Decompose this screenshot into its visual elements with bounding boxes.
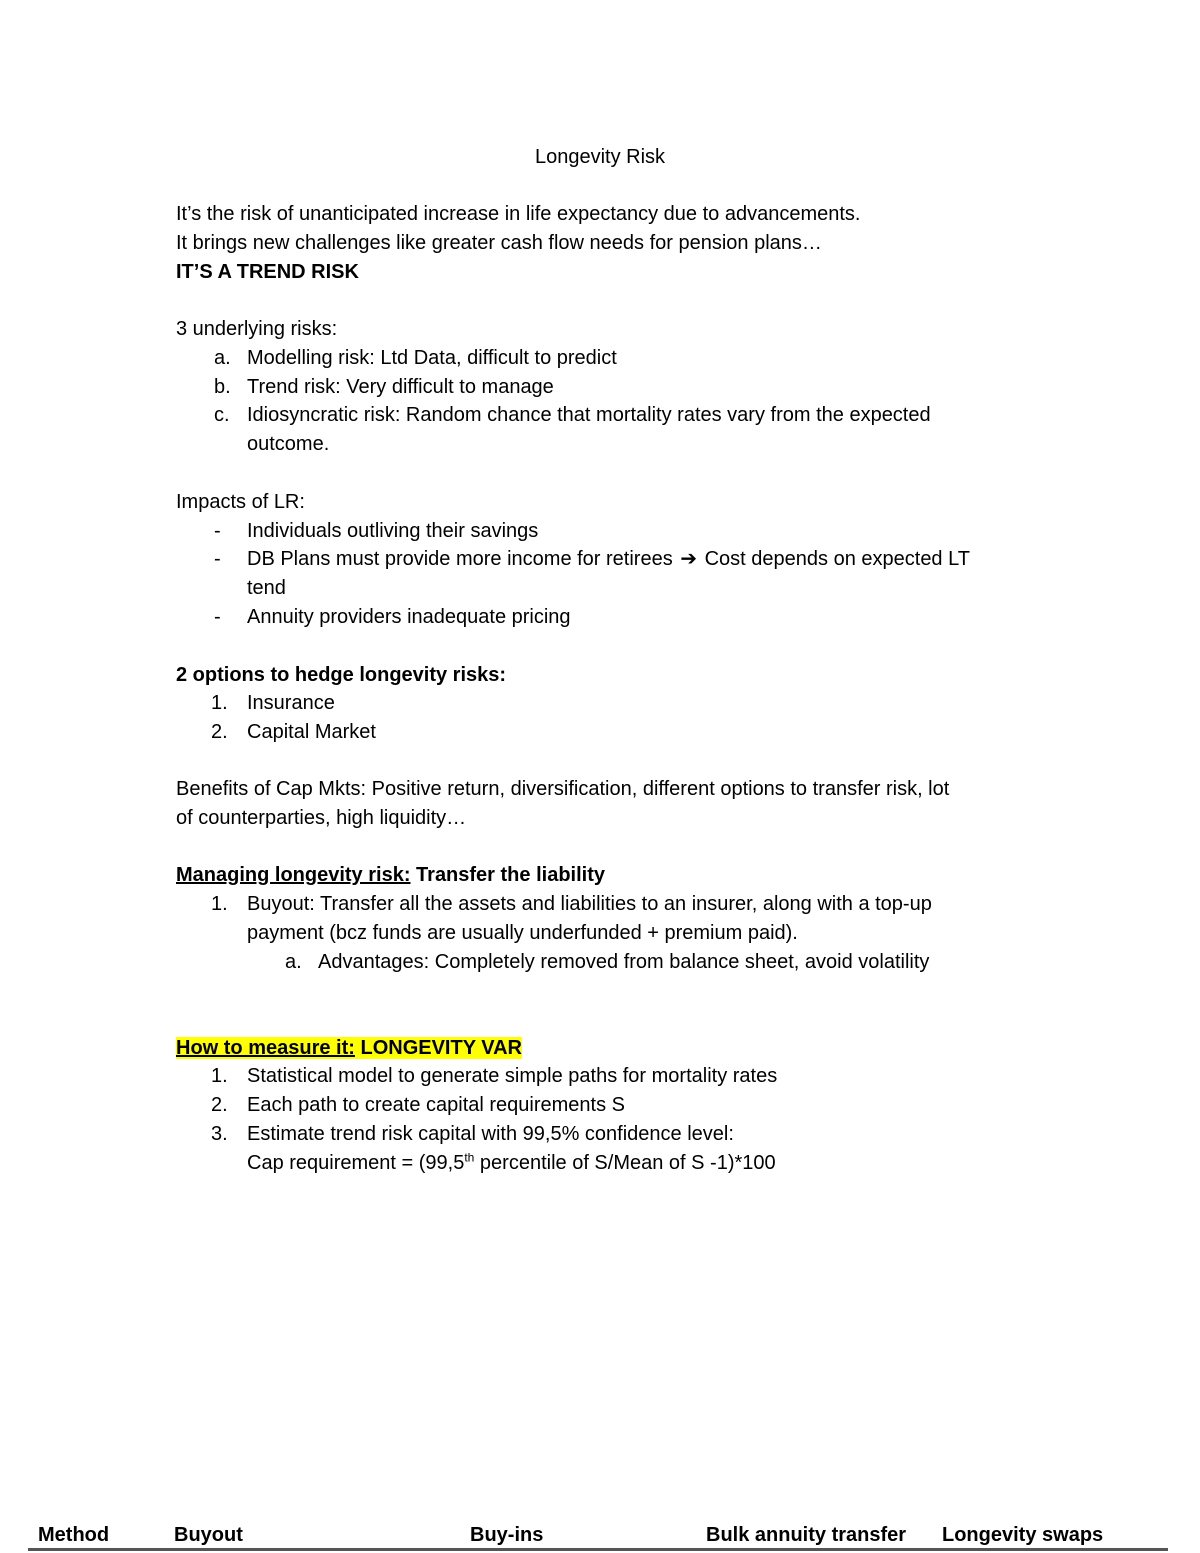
list-item: Modelling risk: Ltd Data, difficult to predict <box>247 347 617 369</box>
list-item: Statistical model to generate simple paths for mortality rates <box>247 1065 778 1087</box>
list-marker: 3. <box>211 1123 228 1145</box>
table-header-cell: Bulk annuity transfer <box>706 1524 907 1546</box>
arrow-right-icon: ➔ <box>680 548 698 570</box>
list-item-text: DB Plans must provide more income for retirees <box>247 548 673 570</box>
list-item: Buyout: Transfer all the assets and liabilities to an insurer, along with a top-up <box>247 893 932 915</box>
list-item: Trend risk: Very difficult to manage <box>247 376 554 398</box>
list-marker: c. <box>214 404 230 426</box>
formula-post: percentile of S/Mean of S -1)*100 <box>474 1152 776 1174</box>
table-header-cell: Buy-ins <box>470 1524 544 1546</box>
list-marker: 2. <box>211 1094 228 1116</box>
list-marker: a. <box>214 347 231 369</box>
list-item: Insurance <box>247 692 335 714</box>
list-marker: a. <box>285 951 302 973</box>
list-item: Capital Market <box>247 721 376 743</box>
list-item: Annuity providers inadequate pricing <box>247 606 571 628</box>
formula <box>247 1151 776 1175</box>
list-item: Advantages: Completely removed from balance sheet, avoid volatility <box>318 951 930 973</box>
list-item-continuation: outcome. <box>247 433 330 455</box>
list-item <box>247 547 970 571</box>
intro-line-1: It’s the risk of unanticipated increase in life expectancy due to advancements. <box>176 203 861 225</box>
table-border <box>28 1548 1168 1551</box>
list-marker: - <box>214 606 221 628</box>
measure-heading <box>176 1036 522 1060</box>
hedge-heading: 2 options to hedge longevity risks: <box>176 664 507 686</box>
list-marker: - <box>214 548 221 570</box>
table-header-cell: Buyout <box>174 1524 243 1546</box>
benefits-line-2: of counterparties, high liquidity… <box>176 807 467 829</box>
list-item-continuation: payment (bcz funds are usually underfunded + premium paid). <box>247 922 798 944</box>
table-header-cell: Longevity swaps <box>942 1524 1104 1546</box>
formula-sup: th <box>464 1150 475 1165</box>
impacts-heading: Impacts of LR: <box>176 491 305 513</box>
managing-heading-rest: Transfer the liability <box>410 864 605 886</box>
list-marker: - <box>214 520 221 542</box>
table-header-cell: Method <box>38 1524 110 1546</box>
list-item: Each path to create capital requirements S <box>247 1094 625 1116</box>
measure-heading-highlight <box>176 1037 522 1059</box>
list-marker: 2. <box>211 721 228 743</box>
list-marker: 1. <box>211 692 228 714</box>
page-title: Longevity Risk <box>534 146 666 168</box>
list-item: Individuals outliving their savings <box>247 520 539 542</box>
intro-line-3: IT’S A TREND RISK <box>176 261 359 283</box>
list-item-continuation: tend <box>247 577 286 599</box>
measure-heading-underlined: How to measure it: <box>176 1037 355 1059</box>
measure-heading-rest: LONGEVITY VAR <box>354 1037 522 1059</box>
list-item: Idiosyncratic risk: Random chance that mortality rates vary from the expected <box>247 404 931 426</box>
list-marker: 1. <box>211 1065 228 1087</box>
formula-pre: Cap requirement = (99,5 <box>247 1152 465 1174</box>
list-item-text-2: Cost depends on expected LT <box>704 548 970 570</box>
benefits-line-1: Benefits of Cap Mkts: Positive return, diversification, different options to transfer risk, lot <box>176 778 950 800</box>
managing-heading <box>176 863 605 887</box>
underlying-heading: 3 underlying risks: <box>176 318 338 340</box>
list-item: Estimate trend risk capital with 99,5% confidence level: <box>247 1123 734 1145</box>
intro-line-2: It brings new challenges like greater cash flow needs for pension plans… <box>176 232 822 254</box>
list-marker: 1. <box>211 893 228 915</box>
list-marker: b. <box>214 376 231 398</box>
managing-heading-underlined: Managing longevity risk: <box>176 864 411 886</box>
